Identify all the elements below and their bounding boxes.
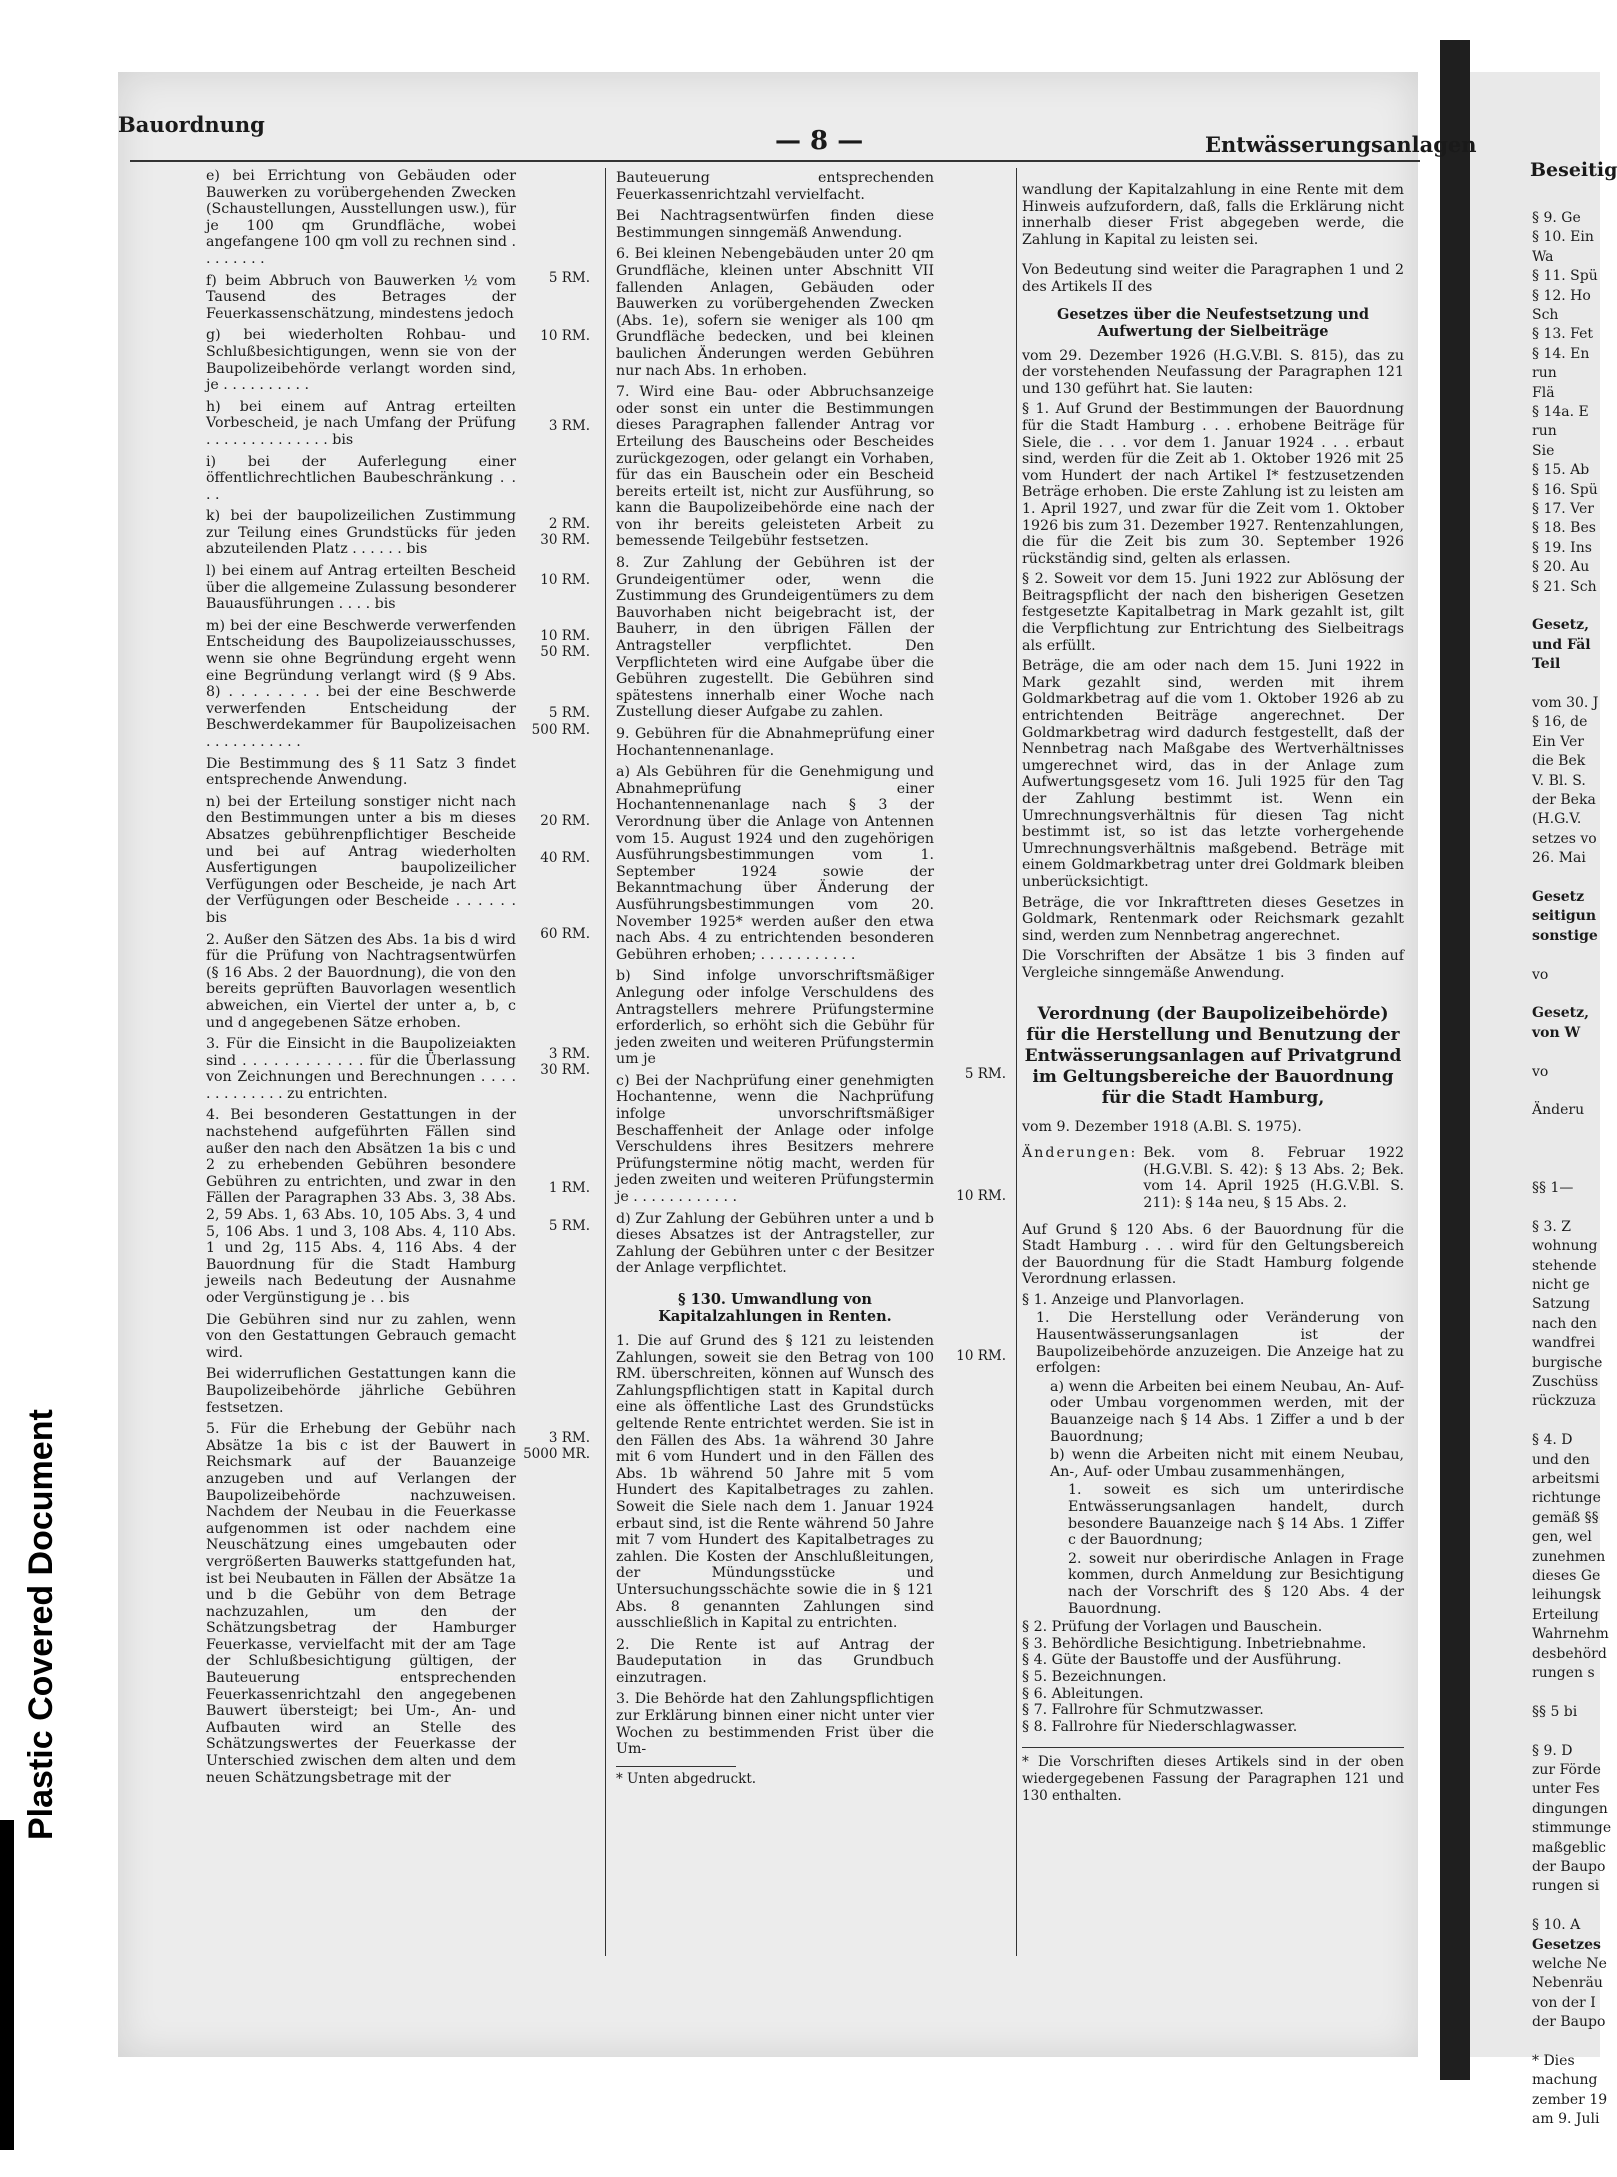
adjacent-page-line: machung — [1532, 2072, 1598, 2089]
ordinance-item: § 1. Anzeige und Planvorlagen. — [1022, 1291, 1245, 1308]
col2-paragraph: 6. Bei kleinen Nebengebäuden unter 20 qm Grundfläche, kleinen unter Abschnitt VII fallenden Anlagen, Gebäuden oder Bauwerken zu vorübergehenden Zwecken (Abs. 1e), sofern sie weniger als 100 qm Grundfläche bedecken, und bei kleinen baulichen Änderungen werden Gebühren nur nach Abs. 1n erhoben. — [616, 246, 934, 379]
fee-amount: 30 RM. — [540, 532, 590, 548]
adjacent-page-line: § 11. Spü — [1532, 268, 1598, 285]
adjacent-page-line: § 17. Ver — [1532, 501, 1594, 517]
adjacent-page-line: Gesetzes — [1532, 1936, 1601, 1953]
adjacent-page-line: § 10. Ein — [1532, 229, 1594, 246]
adjacent-page-line: Änderu — [1532, 1102, 1585, 1119]
ordinance-title: Verordnung (der Baupolizeibehörde) für die Herstellung und Benutzung der Entwässerungsanlagen auf Privatgrund im Geltungsbereiche der Bauordnung für die Stadt Hamburg, — [1024, 1003, 1402, 1108]
fee-amount: 10 RM. — [956, 1188, 1006, 1204]
adjacent-page-line: von der I — [1532, 1994, 1596, 2011]
col2-paragraph: 7. Wird eine Bau- oder Abbruchsanzeige oder sonst ein unter die Bestimmungen dieses Paragraphen fallender Antrag vor Erteilung des Bauscheins oder Bescheides zurückgezogen, oder gelangt ein Vorhaben, für das ein Bauschein oder ein Bescheid bereits erteilt ist, nicht zur Ausführung, so kann die Baupolizeibehörde eine nach der von ihr bereits geleisteten Arbeit zu bemessende Teilgebühr festsetzen. — [616, 384, 934, 550]
changes-text: Bek. vom 8. Februar 1922 (H.G.V.Bl. S. 42): § 13 Abs. 2; Bek. vom 14. April 1925 (H.G.V.Bl. S. 211): § 14a neu, § 15 Abs. 2. — [1143, 1145, 1404, 1211]
adjacent-page-line: Gesetz, — [1532, 1005, 1589, 1022]
column-divider-1 — [605, 168, 606, 1956]
col1-paragraph: Bei widerruflichen Gestattungen kann die Baupolizeibehörde jährliche Gebühren festsetzen. — [206, 1366, 516, 1416]
fee-amount: 2 RM. — [548, 516, 590, 532]
ordinance-item: 2. soweit nur oberirdische Anlagen in Frage kommen, durch Anmeldung zur Besichtigung nach der Vorschrift des § 120 Abs. 4 der Bauordnung. — [1068, 1550, 1404, 1617]
law-paragraph: Beträge, die am oder nach dem 15. Juni 1922 in Mark gezahlt sind, werden mit ihrem Goldmarkbetrag auf die vom 1. Oktober 1926 ab zu entrichtenden Beiträge angerechnet. Der Goldmarkbetrag wird dadurch festgestellt, daß der Nennbetrag nach Maßgabe des Wertverhältnisses umgerechnet wird, das in der Anlage zum Aufwertungsgesetz vom 16. Juli 1925 für den Tag der Zahlung bestimmt ist. Wenn ein Umrechnungsverhältnis für diesen Tag nicht bestimmt ist, so ist das letzte vorhergehende Umrechnungsverhältnis maßgebend. Beträge mit einem Goldmarkbetrag unter drei Goldmark bleiben unberücksichtigt. — [1022, 658, 1404, 890]
adjacent-page-line: die Bek — [1532, 753, 1586, 770]
adjacent-page-line: V. Bl. S. — [1532, 772, 1586, 789]
adjacent-page-line: wohnung — [1532, 1238, 1598, 1255]
adjacent-page-line: welche Ne — [1532, 1956, 1607, 1972]
toc-entry: § 8. Fallrohre für Niederschlagwasser. — [1022, 1718, 1298, 1735]
adjacent-page-line: Zuschüss — [1532, 1374, 1599, 1390]
adjacent-page-line: der Baupo — [1532, 2014, 1606, 2031]
adjacent-page-line: §§ 1— — [1532, 1180, 1574, 1196]
adjacent-page-line: gemäß §§ — [1532, 1509, 1599, 1526]
changes-block — [1022, 1145, 1404, 1211]
header-left: Bauordnung — [118, 112, 265, 137]
adjacent-page-line: seitigun — [1532, 908, 1597, 925]
fee-amount: 3 RM. — [548, 1430, 590, 1446]
adjacent-page-line: arbeitsmi — [1532, 1471, 1600, 1487]
footnote: * Die Vorschriften dieses Artikels sind in der oben wiedergegebenen Fassung der Paragraphen 121 und 130 enthalten. — [1022, 1747, 1404, 1804]
toc-entry: § 7. Fallrohre für Schmutzwasser. — [1022, 1702, 1264, 1719]
col1-paragraph: f) beim Abbruch von Bauwerken ½ vom Tausend des Betrages der Feuerkassenschätzung, mindestens jedoch — [206, 272, 516, 322]
adjacent-page-line: vo — [1532, 1063, 1549, 1080]
adjacent-page-line: Flä — [1532, 384, 1555, 401]
adjacent-page-line: stimmunge — [1532, 1820, 1612, 1837]
adjacent-page-line: Sch — [1532, 307, 1559, 323]
col2-paragraph: d) Zur Zahlung der Gebühren unter a und b dieses Absatzes ist der Antragsteller, zur Zahlung der Gebühren unter c der Besitzer der Anlage verpflichtet. — [616, 1210, 934, 1277]
toc-entry: § 2. Prüfung der Vorlagen und Bauschein. — [1022, 1619, 1323, 1636]
adjacent-page-line: zember 19 — [1532, 2091, 1608, 2108]
adjacent-page-line: § 13. Fet — [1532, 326, 1594, 343]
col3-paragraph: Von Bedeutung sind weiter die Paragraphen 1 und 2 des Artikels II des — [1022, 262, 1404, 295]
adjacent-page-line: nicht ge — [1532, 1277, 1590, 1293]
adjacent-page-line: (H.G.V. — [1532, 811, 1582, 828]
toc-entry: § 6. Ableitungen. — [1022, 1685, 1144, 1702]
col1-paragraph: k) bei der baupolizeilichen Zustimmung zur Teilung eines Grundstücks für jeden abzuteilenden Platz . . . . . . bis — [206, 508, 516, 558]
ordinance-intro: Auf Grund § 120 Abs. 6 der Bauordnung für die Stadt Hamburg . . . wird für den Geltungsbereich der Bauordnung für die Stadt Hamburg folgende Verordnung erlassen. — [1022, 1221, 1404, 1288]
adjacent-page-line: § 14a. E — [1532, 404, 1589, 420]
fee-amount: 10 RM. — [540, 628, 590, 644]
law-paragraph: § 2. Soweit vor dem 15. Juni 1922 zur Ablösung der Beitragspflicht der nach den bisherigen Gesetzen festgesetzte Kapitalbetrag in Mark gezahlt ist, gilt die Verpflichtung zur Entrichtung des Sielbeitrags als erfüllt. — [1022, 571, 1404, 654]
changes-label: Änderungen: — [1022, 1145, 1138, 1162]
law-paragraph: Die Vorschriften der Absätze 1 bis 3 finden auf Vergleiche sinngemäße Anwendung. — [1022, 948, 1404, 981]
col1-paragraph: Die Bestimmung des § 11 Satz 3 findet entsprechende Anwendung. — [206, 755, 516, 789]
adjacent-page-line: rückzuza — [1532, 1393, 1597, 1410]
adjacent-page-line: § 3. Z — [1532, 1218, 1571, 1235]
column-2 — [616, 170, 934, 1970]
adjacent-page-line: § 10. A — [1532, 1917, 1581, 1934]
adjacent-page-line: Sie — [1532, 442, 1555, 459]
ordinance-item: 1. soweit es sich um unterirdische Entwässerungsanlagen handelt, durch besondere Bauanzeige nach § 14 Abs. 1 Ziffer c der Bauordnung; — [1068, 1482, 1404, 1549]
fee-amount: 20 RM. — [540, 813, 590, 829]
adjacent-page-line: und Fäl — [1532, 636, 1591, 653]
adjacent-page-line: § 19. Ins — [1532, 539, 1592, 556]
law-paragraph: Beträge, die vor Inkrafttreten dieses Gesetzes in Goldmark, Rentenmark oder Reichsmark gezahlt sind, werden zum Nennbetrag angerechnet. — [1022, 894, 1404, 944]
fee-amount: 1 RM. — [548, 1180, 590, 1196]
col2-paragraph: 8. Zur Zahlung der Gebühren ist der Grundeigentümer oder, wenn die Zustimmung des Grundeigentümers zu dem Bauvorhaben nicht beigebracht ist, der Bauherr, in den übrigen Fällen der Antragsteller verpflichtet. Den Verpflichteten wird eine Aufgabe über die Gebühren zugestellt. Die Gebühren sind spätestens innerhalb einer Woche nach Zustellung dieser Aufgabe zu zahlen. — [616, 555, 934, 721]
col1-paragraph: l) bei einem auf Antrag erteilten Bescheid über die allgemeine Zulassung besonderer Bauausführungen . . . . bis — [206, 563, 516, 613]
adjacent-page-line: Ein Ver — [1532, 733, 1584, 750]
toc-entry: § 4. Güte der Baustoffe und der Ausführung. — [1022, 1652, 1342, 1669]
adjacent-page-line: Nebenräu — [1532, 1975, 1603, 1992]
col1-paragraph: g) bei wiederholten Rohbau- und Schlußbesichtigungen, wenn sie von der Baupolizeibehörde verlangt worden sind, je . . . . . . . . . . — [206, 327, 516, 394]
col1-paragraph: 2. Außer den Sätzen des Abs. 1a bis d wird für die Prüfung von Nachtragsentwürfen (§ 16 Abs. 2 der Bauordnung), die von den bereits geprüften Bauvorlagen wesentlich abweichen, ein Viertel der unter a, b, c und d angegebenen Sätze erhoben. — [206, 931, 516, 1031]
ordinance-item: b) wenn die Arbeiten nicht mit einem Neubau, An-, Auf- oder Umbau zusammenhängen, — [1050, 1447, 1404, 1480]
scanner-edge-bar — [0, 1820, 14, 2150]
fee-amount: 10 RM. — [956, 1348, 1006, 1364]
adjacent-page-line: zunehmen — [1532, 1548, 1606, 1565]
adjacent-page-line: unter Fes — [1532, 1781, 1600, 1798]
section-130-paragraph: 3. Die Behörde hat den Zahlungspflichtigen zur Erklärung binnen einer nicht unter vier Wochen zu bestimmenden Frist über die Um- — [616, 1691, 934, 1758]
col2-paragraph: Bei Nachtragsentwürfen finden diese Bestimmungen sinngemäß Anwendung. — [616, 208, 934, 241]
adjacent-page-line: Erteilung — [1532, 1606, 1599, 1623]
adjacent-page-line: § 9. Ge — [1532, 210, 1581, 226]
adjacent-page-line: § 20. Au — [1532, 559, 1590, 576]
column-divider-2 — [1016, 168, 1017, 1956]
adjacent-page-line: Wa — [1532, 248, 1554, 265]
adjacent-page-line: § 16, de — [1532, 714, 1588, 731]
footnote: * Unten abgedruckt. — [616, 1766, 736, 1788]
adjacent-page-line: § 9. D — [1532, 1742, 1573, 1759]
fee-amount: 5 RM. — [548, 705, 590, 721]
adjacent-page-line: maßgeblic — [1532, 1839, 1606, 1856]
adjacent-page-line: vo — [1532, 966, 1549, 983]
adjacent-page-line: vom 30. J — [1532, 695, 1599, 711]
adjacent-page-line: setzes vo — [1532, 830, 1597, 847]
plastic-cover-label: Plastic Covered Document — [22, 1409, 60, 1840]
adjacent-page-line: dieses Ge — [1532, 1568, 1601, 1584]
adjacent-page-line: § 12. Ho — [1532, 287, 1591, 304]
law-paragraph: § 1. Auf Grund der Bestimmungen der Bauordnung für die Stadt Hamburg . . . erhobene Beiträge für Siele, die . . . vor dem 1. Januar 1924 . . . erbaut sind, werden für die Zeit ab 1. Oktober 1926 mit 25 vom Hundert der nach Artikel I* festzusetzenden Beträge erhoben. Die erste Zahlung ist zu leisten am 1. April 1927, und zwar für die Zeit vom 1. Oktober 1926 bis zum 31. Dezember 1927. Rentenzahlungen, die für die Zeit bis zum 30. September 1926 rückständig sind, gelten als erlassen. — [1022, 401, 1404, 567]
header-right: Entwässerungsanlagen — [1205, 132, 1477, 157]
col1-paragraph: 4. Bei besonderen Gestattungen in der nachstehend aufgeführten Fällen sind außer den nach den Absätzen 1a bis c und 2 zu erhebenden Gebühren besondere Gebühren zu entrichten, und zwar in den Fällen der Paragraphen 33 Abs. 3, 38 Abs. 2, 59 Abs. 1, 63 Abs. 10, 105 Abs. 3, 4 und 5, 106 Abs. 1 und 3, 108 Abs. 4, 110 Abs. 1 und 2g, 115 Abs. 4, 116 Abs. 4 der Bauordnung für die Stadt Hamburg jeweils nach Bedeutung der Ausnahme oder Vergünstigung je . . bis — [206, 1107, 516, 1306]
col2-paragraph: Bauteuerung entsprechenden Feuerkassenrichtzahl vervielfacht. — [616, 170, 934, 203]
adjacent-page-line: Gesetz, — [1532, 617, 1589, 634]
adjacent-page-line: am 9. Juli — [1532, 2111, 1600, 2128]
fee-amount: 10 RM. — [540, 328, 590, 344]
col1-paragraph: i) bei der Auferlegung einer öffentlichrechtlichen Baubeschränkung . . . . — [206, 453, 516, 503]
adjacent-page-line: sonstige — [1532, 927, 1598, 944]
ordinance-date: vom 9. Dezember 1918 (A.Bl. S. 1975). — [1022, 1118, 1302, 1135]
adjacent-page-line: burgische — [1532, 1354, 1603, 1371]
col1-paragraph: 5. Für die Erhebung der Gebühr nach Absätze 1a bis c ist der Bauwert in Reichsmark auf der Bauanzeige anzugeben und auf Verlangen der Baupolizeibehörde nachzuweisen. Nachdem der Neubau in die Feuerkasse aufgenommen ist oder nachdem eine Neuschätzung eines umgebauten oder vergrößerten Bauwerks stattgefunden hat, ist bei Neubauten in Fällen der Absätze 1a und b die Gebühr von dem Betrage nachzuzahlen, um den der Schätzungsbetrag der Hamburger Feuerkasse, vervielfacht mit der am Tage der Schlußbesichtigung gültigen, der Bauteuerung entsprechenden Feuerkassenrichtzahl den angegebenen Bauwert übersteigt; bei Um-, An- und Aufbauten wird an Stelle des Schätzungswertes der Feuerkasse der Unterschied zwischen dem alten und dem neuen Schätzungsbetrage mit der — [206, 1421, 516, 1786]
col2-paragraph: b) Sind infolge unvorschriftsmäßiger Anlegung oder infolge Verschuldens des Antragstellers mehrere Prüfungstermine erforderlich, so erhöht sich die Gebühr für jeden zweiten und weiteren Prüfungstermin um je — [616, 968, 934, 1068]
col2-paragraph: c) Bei der Nachprüfung einer genehmigten Hochantenne, wenn die Nachprüfung infolge unvorschriftsmäßiger Beschaffenheit der Anlage oder infolge Verschuldens ihres Besitzers mehrere Prüfungstermine nötig macht, werden für jeden zweiten und weiteren Prüfungstermin je . . . . . . . . . . . . — [616, 1072, 934, 1206]
column-1 — [206, 168, 516, 1968]
page-number: — 8 — — [775, 126, 864, 156]
adjacent-page-line: Gesetz — [1532, 889, 1585, 905]
adjacent-page-line: rungen s — [1532, 1665, 1595, 1681]
law-title: Gesetzes über die Neufestsetzung und Aufwertung der Sielbeiträge — [1056, 305, 1370, 340]
adjacent-page-line: § 21. Sch — [1532, 578, 1597, 595]
header-rule — [130, 160, 1420, 162]
col2-paragraph: a) Als Gebühren für die Genehmigung und Abnahmeprüfung einer Hochantennenanlage nach § 3 der Verordnung über die Anlage von Antennen vom 15. August 1924 und den zugehörigen Ausführungsbestimmungen vom 1. September 1924 sowie der Bekanntmachung über Änderung der Ausführungsbestimmungen vom 20. November 1925* werden außer den etwa nach Abs. 4 zu entrichtenden besonderen Gebühren erhoben; . . . . . . . . . . . — [616, 764, 934, 963]
section-130-title: § 130. Umwandlung von Kapitalzahlungen in Renten. — [658, 1291, 892, 1325]
col1-paragraph: 3. Für die Einsicht in die Baupolizeiakten sind . . . . . . . . . . . . für die Überlassung von Zeichnungen und Berechnungen . . . . . . . . . . . . . zu entrichten. — [206, 1036, 516, 1102]
fee-amount: 5 RM. — [548, 1218, 590, 1234]
col1-paragraph: n) bei der Erteilung sonstiger nicht nach den Bestimmungen unter a bis m dieses Absatzes gebührenpflichtiger Bescheide und bei auf Antrag wiederholten Ausfertigungen baupolizeilicher Verfügungen oder Bescheide, je nach Art der Verfügungen oder Bescheide . . . . . . bis — [206, 793, 516, 926]
adjacent-page-line: rungen si — [1532, 1878, 1600, 1895]
ordinance-item: 1. Die Herstellung oder Veränderung von Hausentwässerungsanlagen ist der Baupolizeibehörde anzuzeigen. Die Anzeige hat zu erfolgen: — [1036, 1310, 1404, 1377]
fee-amount: 30 RM. — [540, 1062, 590, 1078]
adjacent-page-line: nach den — [1532, 1315, 1597, 1332]
adjacent-page-line: der Baupo — [1532, 1859, 1606, 1875]
adjacent-page-line: § 4. D — [1532, 1432, 1573, 1449]
adjacent-page-line: §§ 5 bi — [1532, 1703, 1578, 1720]
adjacent-page-line: § 15. Ab — [1532, 462, 1590, 479]
fee-amount: 10 RM. — [540, 572, 590, 588]
adjacent-page-header: Beseitig — [1530, 159, 1617, 181]
adjacent-page-line: gen, wel — [1532, 1529, 1592, 1546]
adjacent-page-line: stehende — [1532, 1257, 1597, 1274]
adjacent-page-line: § 18. Bes — [1532, 520, 1596, 537]
adjacent-page-line: run — [1532, 423, 1557, 440]
fee-amount: 5 RM. — [548, 270, 590, 286]
fee-amount: 5000 MR. — [523, 1446, 590, 1462]
col2-paragraph: 9. Gebühren für die Abnahmeprüfung einer Hochantennenanlage. — [616, 726, 934, 759]
adjacent-page-line: richtunge — [1532, 1490, 1601, 1507]
fee-amount: 60 RM. — [540, 926, 590, 942]
col1-paragraph: h) bei einem auf Antrag erteilten Vorbescheid, je nach Umfang der Prüfung . . . . . . . . . . . . . . bis — [206, 398, 516, 448]
page-gap-shadow — [1440, 40, 1470, 2080]
section-130-paragraph: 2. Die Rente ist auf Antrag der Baudeputation in das Grundbuch einzutragen. — [616, 1636, 934, 1686]
col3-intro: wandlung der Kapitalzahlung in eine Rente mit dem Hinweis aufzufordern, daß, falls die Erklärung nicht innerhalb dieser Frist abgegeben werde, die Zahlung in Kapital zu leisten sei. — [1022, 182, 1404, 248]
adjacent-page-line: Wahrnehm — [1532, 1626, 1609, 1643]
section-130-paragraph: 1. Die auf Grund des § 121 zu leistenden Zahlungen, soweit sie den Betrag von 100 RM. überschreiten, können auf Wunsch des Zahlungspflichtigen statt in Kapital durch eine als öffentliche Last des Grundstücks geltende Rente entrichtet werden. Sie ist in den Fällen des Abs. 1a während 30 Jahre mit 6 vom Hundert und in den Fällen des Abs. 1b während 50 Jahre mit 5 vom Hundert des Kapitalbetrages zu zahlen. Soweit die Siele nach dem 1. Januar 1924 erbaut sind, ist die Rente während 50 Jahre mit 7 vom Hundert des Kapitalbetrages zu zahlen. Die Kosten der Anschlußleitungen, der Mündungsstücke und Untersuchungsschächte sowie die in § 121 Abs. 8 genannten Zahlungen sind ausschließlich in Kapital zu entrichten. — [616, 1333, 934, 1632]
column-3 — [1022, 182, 1404, 1982]
fee-amount: 500 RM. — [531, 722, 590, 738]
law-paragraph: vom 29. Dezember 1926 (H.G.V.Bl. S. 815), das zu der vorstehenden Neufassung der Paragraphen 121 und 130 geführt hat. Sie lauten: — [1022, 347, 1404, 397]
adjacent-page-line: Teil — [1532, 656, 1561, 673]
adjacent-page-line: * Dies — [1532, 2053, 1575, 2069]
adjacent-page-line: wandfrei — [1532, 1335, 1595, 1352]
adjacent-page-line: run — [1532, 365, 1557, 382]
adjacent-page-line: zur Förde — [1532, 1762, 1601, 1778]
fee-amount: 3 RM. — [548, 1046, 590, 1062]
toc-entry: § 3. Behördliche Besichtigung. Inbetriebnahme. — [1022, 1635, 1367, 1652]
fee-amount: 5 RM. — [964, 1066, 1006, 1082]
fee-amount: 50 RM. — [540, 644, 590, 660]
adjacent-page-line: von W — [1532, 1024, 1581, 1041]
adjacent-page-line: und den — [1532, 1451, 1590, 1468]
adjacent-page-line: leihungsk — [1532, 1587, 1601, 1604]
adjacent-page-line: § 14. En — [1532, 345, 1590, 362]
col1-paragraph: m) bei der eine Beschwerde verwerfenden Entscheidung des Baupolizeiausschusses, wenn sie ohne Begründung ergeht wenn eine Begründung verlangt wird (§ 9 Abs. 8) . . . . . . . . bei der eine Beschwerde verwerfenden Entscheidung der Beschwerdekammer für Baupolizeisachen . . . . . . . . . . . — [206, 617, 516, 750]
col1-paragraph: e) bei Errichtung von Gebäuden oder Bauwerken zu vorübergehenden Zwecken (Schaustellungen, Ausstellungen usw.), für je 100 qm Grundfläche, wobei angefangene 100 qm voll zu rechnen sind . . . . . . . . — [206, 168, 516, 267]
ordinance-item: a) wenn die Arbeiten bei einem Neubau, An- Auf- oder Umbau vorgenommen werden, mit der Bauanzeige nach § 14 Abs. 1 Ziffer a und b der Bauordnung; — [1050, 1378, 1404, 1445]
toc-entry: § 5. Bezeichnungen. — [1022, 1668, 1167, 1685]
fee-amount: 40 RM. — [540, 850, 590, 866]
adjacent-page-line: 26. Mai — [1532, 850, 1586, 867]
adjacent-page-line: § 16. Spü — [1532, 481, 1598, 498]
adjacent-page-line: Satzung — [1532, 1296, 1590, 1313]
adjacent-page-line: der Beka — [1532, 792, 1596, 808]
adjacent-page-line: desbehörd — [1532, 1645, 1607, 1662]
col1-paragraph: Die Gebühren sind nur zu zahlen, wenn von den Gestattungen Gebrauch gemacht wird. — [206, 1311, 516, 1361]
adjacent-page-line: dingungen — [1532, 1800, 1608, 1817]
fee-amount: 3 RM. — [548, 418, 590, 434]
